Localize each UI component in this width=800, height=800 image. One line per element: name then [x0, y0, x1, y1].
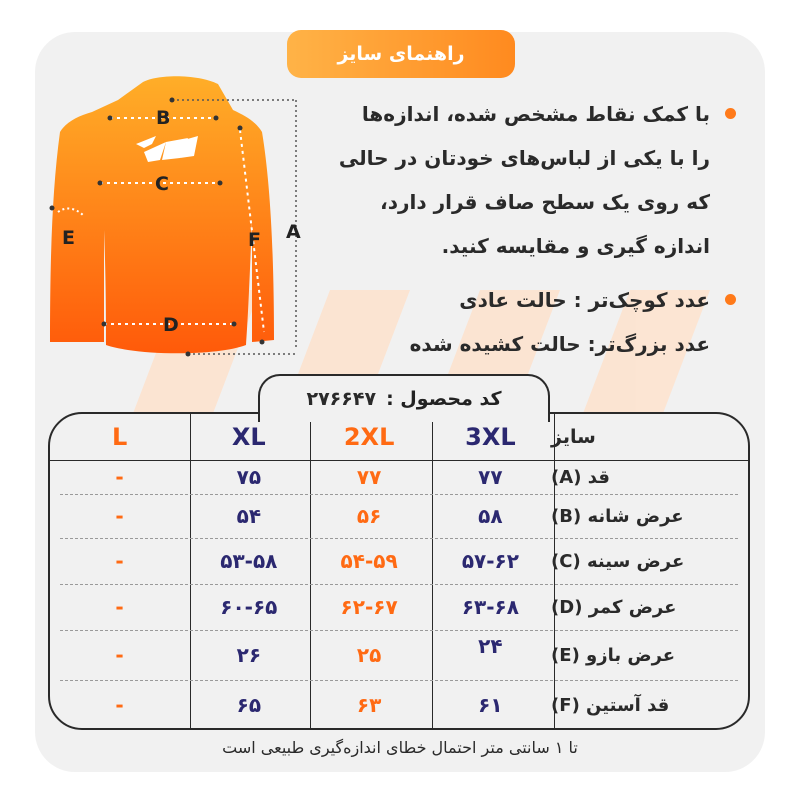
row-label: عرض سینه (C) — [551, 550, 685, 572]
size-header-2xl: 2XL — [343, 423, 395, 451]
label-c: C — [155, 173, 169, 195]
cell-l: - — [115, 643, 124, 667]
product-code-value: ۲۷۶۶۴۷ — [306, 388, 377, 410]
cell-l: - — [115, 465, 124, 489]
row-label: عرض کمر (D) — [551, 596, 677, 618]
cell-xl: ۲۶ — [236, 643, 262, 667]
cell-xl: ۷۵ — [236, 465, 262, 489]
instruction-line: با کمک نقاط مشخص شده، اندازه‌ها — [361, 102, 710, 126]
size-table — [48, 412, 750, 730]
cell-xl: ۶۰-۶۵ — [220, 595, 278, 619]
instructions — [328, 92, 738, 366]
size-header-3xl: 3XL — [465, 423, 516, 451]
label-b: B — [156, 107, 171, 129]
cell-l: - — [115, 693, 124, 717]
label-d: D — [163, 314, 179, 336]
cell-2xl: ۲۵ — [356, 643, 382, 667]
size-header-xl: XL — [231, 423, 266, 451]
cell-3xl: ۷۷ — [478, 465, 503, 489]
cell-3xl: ۵۷-۶۲ — [461, 549, 519, 573]
cell-2xl: ۶۳ — [356, 693, 382, 717]
cell-3xl: ۶۱ — [478, 693, 503, 717]
size-header-label: سایز — [551, 426, 596, 448]
cell-xl: ۶۵ — [236, 693, 262, 717]
cell-l: - — [115, 595, 124, 619]
table-row — [50, 584, 748, 630]
instruction-line: اندازه گیری و مقایسه کنید. — [441, 234, 710, 258]
cell-l: - — [115, 504, 124, 528]
page-title: راهنمای سایز — [287, 30, 515, 78]
label-f: F — [248, 229, 261, 251]
instruction-line: را با یکی از لباس‌های خودتان در حالی — [338, 146, 710, 170]
product-code — [258, 374, 550, 422]
cell-3xl: ۵۸ — [478, 504, 503, 528]
bullet-dot — [725, 294, 736, 305]
row-label: قد (A) — [551, 466, 610, 488]
cell-2xl: ۵۴-۵۹ — [340, 549, 398, 573]
instruction-line: که روی یک سطح صاف قرار دارد، — [380, 190, 710, 214]
instruction-line: عدد بزرگ‌تر: حالت کشیده شده — [409, 332, 710, 356]
row-label: قد آستین (F) — [551, 694, 670, 716]
instruction-measure — [328, 92, 738, 268]
hoodie-diagram — [48, 70, 318, 370]
cell-xl: ۵۴ — [236, 504, 262, 528]
instruction-numbers — [328, 278, 738, 366]
row-label: عرض بازو (E) — [551, 644, 676, 666]
table-row — [50, 538, 748, 584]
table-row — [50, 460, 748, 494]
cell-2xl: ۷۷ — [356, 465, 382, 489]
table-row — [50, 630, 748, 680]
instruction-line: عدد کوچک‌تر : حالت عادی — [459, 288, 710, 312]
size-header-l: L — [111, 423, 128, 451]
label-e: E — [62, 227, 75, 249]
table-row — [50, 494, 748, 538]
product-code-label: کد محصول : — [386, 388, 502, 410]
cell-3xl: ۲۴ — [478, 634, 503, 658]
cell-xl: ۵۳-۵۸ — [220, 549, 278, 573]
measurement-note: تا ۱ سانتی متر احتمال خطای اندازه‌گیری طبیعی است — [222, 738, 578, 757]
cell-2xl: ۵۶ — [356, 504, 382, 528]
cell-l: - — [115, 549, 124, 573]
row-label: عرض شانه (B) — [551, 505, 684, 527]
table-row — [50, 680, 748, 730]
bullet-dot — [725, 108, 736, 119]
cell-3xl: ۶۳-۶۸ — [461, 595, 519, 619]
label-a: A — [286, 221, 301, 243]
cell-2xl: ۶۲-۶۷ — [340, 595, 398, 619]
